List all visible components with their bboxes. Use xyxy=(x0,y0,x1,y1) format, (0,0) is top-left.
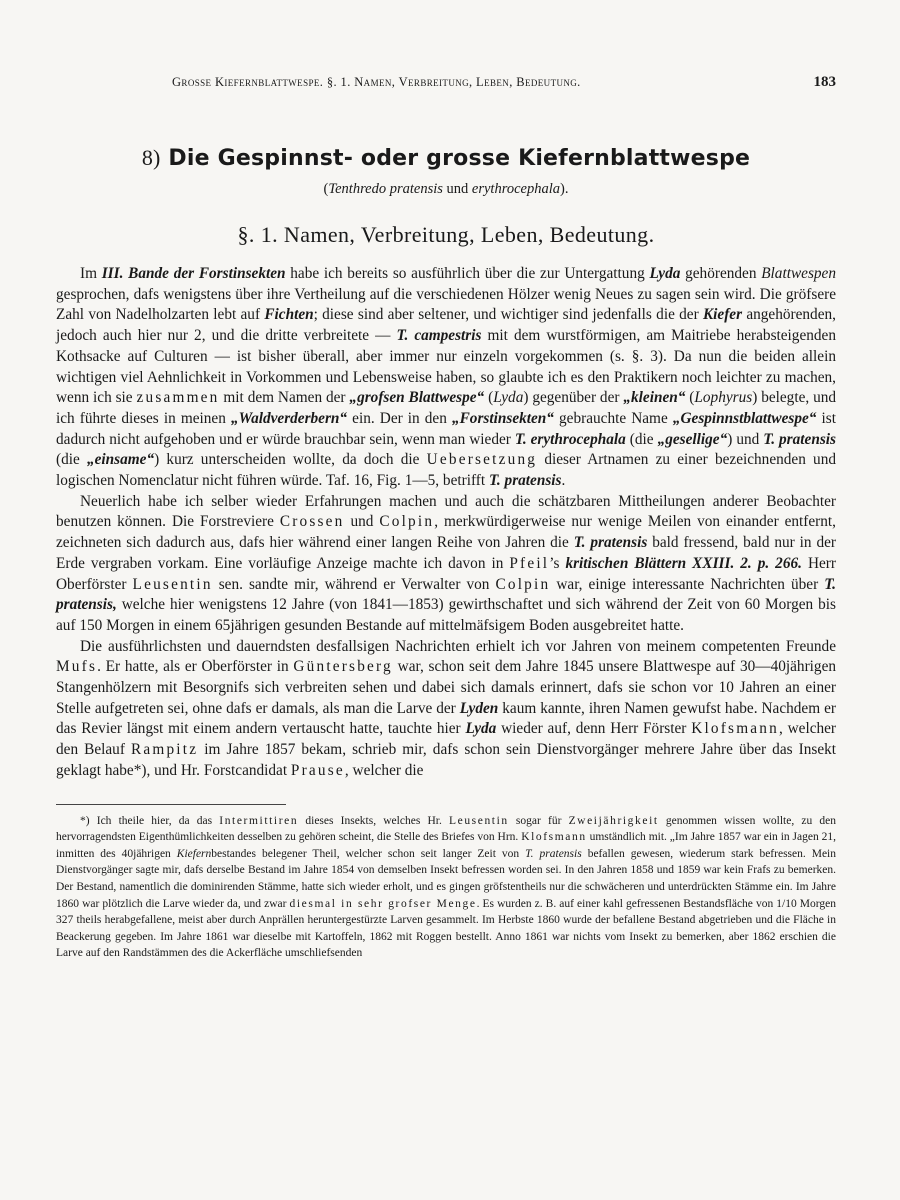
chapter-subtitle: (Tenthredo pratensis und erythrocephala). xyxy=(323,181,569,197)
taxon: Lyden xyxy=(459,699,499,717)
paragraph-1 xyxy=(56,264,836,492)
text-run: ) kurz unterscheiden wollte, da doch die xyxy=(154,451,427,469)
quoted-term: „grofsen Blattwespe“ xyxy=(349,389,485,407)
place-name: Colpin xyxy=(379,513,435,531)
place-name: Rampitz xyxy=(130,741,199,759)
text-run: . Es wurden z. B. auf einer kahl gefressenen Bestandsfläche von xyxy=(476,897,777,910)
main-text xyxy=(56,264,836,782)
taxon: Lyda xyxy=(649,265,681,282)
text-run: und xyxy=(344,513,380,531)
text-run: sogar für xyxy=(508,814,569,827)
book-page xyxy=(56,74,836,962)
text-run: ( xyxy=(484,389,494,407)
footnote xyxy=(56,813,836,962)
taxon: Kiefer xyxy=(702,306,743,324)
taxon: T. campestris xyxy=(396,327,482,345)
text-run: , welcher die xyxy=(344,761,424,779)
place-name: Colpin xyxy=(495,575,551,593)
spaced-phrase: diesmal in sehr grofser Menge xyxy=(289,897,477,910)
species-name-b: erythrocephala xyxy=(471,181,560,197)
species-name-a: Tenthredo pratensis xyxy=(328,181,443,197)
text-run: war, schon seit dem Jahre 1845 unsere Blattwespe auf 30—40jährigen Stangenhölzern mit Besorgnifs sich verbreiten sehen und dabei sich damals erinnert, dafs sie schon vor 10 Jahren an einer Stelle aufgetreten sei, ohne dafs er damals, als man die Larve der xyxy=(56,658,837,717)
text-run: wieder auf, denn Herr Förster xyxy=(496,720,692,738)
text-run: angehörenden, jedoch auch hier nur 2, und die dritte verbreitete — xyxy=(56,306,836,345)
text-run: ein. Der in den xyxy=(347,409,452,427)
text-run: Morgen 327 theils herabgefallene, meist aber durch Anprällen heruntergestürzte Larven gesammelt. Im Herbste 1860 wurde der befallene Bestand abgetrieben und die Fläche in Beackerung gegeben. Im Jahre 1861 war dieselbe mit Kartoffeln, 1862 mit Roggen bestellt. Anno 1861 war nichts vom Insekt zu bemerken, aber 1862 erschien die Larve auf den Randstämmen des die Ackerfläche umschliefsenden xyxy=(56,897,837,960)
text-run: ; diese sind aber seltener, und wichtiger sind jedenfalls die der xyxy=(313,306,703,324)
taxon: Lyda xyxy=(493,389,524,407)
text-run: ’s xyxy=(549,554,566,572)
paragraph-2 xyxy=(56,492,836,637)
quoted-term: „gesellige“ xyxy=(657,430,728,448)
footnote-text xyxy=(56,813,836,962)
quoted-term: „kleinen“ xyxy=(623,389,686,407)
person-name: Pfeil xyxy=(509,554,550,572)
place-name: Crossen xyxy=(279,513,345,531)
quoted-term: „Gespinnstblattwespe“ xyxy=(672,409,817,427)
taxon: T. pratensis, xyxy=(56,575,836,614)
person-name: Leusentin xyxy=(132,575,213,593)
text-run: habe ich bereits so ausführlich über die zur Untergattung xyxy=(285,265,650,282)
text-run: war, einige interessante Nachrichten über xyxy=(550,575,825,593)
person-name: Klofsmann xyxy=(691,720,779,738)
text-run: umständlich mit. „Im Jahre 1857 war ein in Jagen 21, inmitten des 40jährigen xyxy=(56,831,836,860)
spaced-word: Zweijährigkeit xyxy=(568,814,659,827)
paragraph-3 xyxy=(56,637,836,782)
taxon: Lyda xyxy=(465,720,497,738)
text-run: (die xyxy=(625,430,658,448)
text-run: ) belegte, und ich führte dieses in meinen xyxy=(56,389,837,427)
taxon: T. pratensis xyxy=(525,847,582,860)
text-run: welche hier wenigstens 12 Jahre (von 1841—1853) gewirthschaftet und sich während der Zeit von 60 Morgen bis auf 150 Morgen in einem 65jährigen gesunden Bestande auf mittelmäfsigem Boden ausgebreitet hatte. xyxy=(56,596,836,634)
text-run: mit dem Namen der xyxy=(219,389,350,407)
running-title: Grosse Kiefernblattwespe. §. 1. Namen, Verbreitung, Leben, Bedeutung. xyxy=(172,75,581,89)
subtitle-conjunction: und xyxy=(446,181,469,197)
taxon: T. pratensis xyxy=(573,534,648,552)
quoted-term: „Waldverderbern“ xyxy=(230,409,348,427)
taxon: Lophyrus xyxy=(694,389,753,407)
text-run: ) gegenüber der xyxy=(523,389,624,407)
taxon: T. pratensis xyxy=(488,472,562,490)
text-run: , welcher den Belauf xyxy=(56,720,837,759)
place-name: Güntersberg xyxy=(293,658,393,676)
text-run: dieses Insekts, welches Hr. xyxy=(298,814,449,827)
running-head xyxy=(172,74,836,91)
text-run: . Er hatte, als er Oberförster in xyxy=(97,658,294,676)
text-run: Neuerlich habe ich selber wieder Erfahrungen machen und auch die schätzbaren Mittheilungen anderer Beobachter benutzen können. Die Forstreviere xyxy=(56,492,836,531)
page-number: 183 xyxy=(813,74,836,90)
spaced-word: zusammen xyxy=(136,389,220,407)
text-run: . xyxy=(561,472,566,490)
footnote-divider xyxy=(56,804,286,805)
chapter-title-text: Die Gespinnst- oder grosse Kiefernblattwespe xyxy=(168,146,751,171)
spaced-word: Intermittiren xyxy=(219,814,299,827)
text-run: bald fressend, bald nur in der Erde vergraben vorkam. Eine vorläufige Anzeige machte ich davon in xyxy=(56,534,837,572)
chapter-title xyxy=(56,145,836,171)
text-run: bestandes belegener Theil, welcher schon seit langer Zeit von xyxy=(211,847,526,860)
chapter-number: 8) xyxy=(141,145,161,170)
text-run: dieser Artnamen zu einer bezeichnenden und logischen Nomenclatur nicht führen würde. Taf. 16, Fig. 1—5, betrifft xyxy=(56,451,836,490)
quoted-term: „Forstinsekten“ xyxy=(451,409,554,427)
text-run: gesprochen, dafs wenigstens über ihre Vertheilung auf die verschiedenen Hölzer wenig Neues zu sagen sein wird. Die gröfsere Zahl von Nadelholzarten lebt auf xyxy=(56,285,836,324)
text-run: ( xyxy=(685,389,695,407)
quoted-term: „einsame“ xyxy=(86,451,155,469)
person-name: Prause xyxy=(290,761,345,779)
text-run: genommen wissen wollte, zu den hervorragendsten Eigenthümlichkeiten desselben zu gehören scheint, die Stelle des Briefes von Hrn. xyxy=(56,814,836,844)
section-title: §. 1. Namen, Verbreitung, Leben, Bedeutung. xyxy=(237,222,655,247)
text-run: befallen gewesen, wiederum stark befressen. Mein Dienstvorgänger sagte mir, dafs derselbe Bestand im Jahre 1854 von demselben Insekt befressen worden sei. In den Jahren 1858 und 1859 war kein Frafs zu bemerken. Der Bestand, namentlich die dominirenden Stämme, hatte sich wieder erholt, und es gingen gröfstentheils nur die schwächeren und unterdrückten Stämme ein. Im Jahre 1860 war plötzlich die Larve wieder da, und zwar xyxy=(56,847,837,910)
text-run: *) Ich theile hier, da das xyxy=(80,814,220,827)
text-run: Die ausführlichsten und dauerndsten desfallsigen Nachrichten erhielt ich vor Jahren von meinem competenten Freunde xyxy=(80,637,836,655)
person-name: Mufs xyxy=(56,658,98,676)
reference: III. Bande der Forstinsekten xyxy=(101,265,286,282)
taxon: Fichten xyxy=(264,306,314,324)
text-run: im Jahre 1857 bekam, schrieb mir, dafs schon sein Dienstvorgänger mehrere Jahre über das Insekt geklagt habe*), und Hr. Forstcandidat xyxy=(56,741,837,779)
taxon: Blattwespen xyxy=(761,265,836,282)
text-run: (die xyxy=(56,451,87,469)
text-run: , merkwürdigerweise nur wenige Meilen von einander entfernt, zeichneten sich dadurch aus, dafs hier während einer langen Reihe von Jahren die xyxy=(56,513,836,552)
text-run: Herr Oberförster xyxy=(56,554,836,593)
text-run: gebrauchte Name xyxy=(553,409,673,427)
text-run: ist dadurch nicht aufgehoben und er würde brauchbar sein, wenn man wieder xyxy=(56,409,837,448)
person-name: Leusentin xyxy=(449,814,509,827)
spaced-word: Uebersetzung xyxy=(426,451,538,469)
taxon: T. pratensis xyxy=(763,430,836,448)
text-run: mit dem wurstförmigen, am Maitriebe herabsteigenden Kothsacke auf Culturen — ist bisher überall, aber immer nur einzeln vorgekommen (s. §. 3). Da nun die beiden allein wichtigen viel Aehnlichkeit in Vorkommen und Lebensweise haben, so glaubte ich es den Praktikern noch leichter zu machen, wenn ich sie xyxy=(56,327,836,407)
person-name: Klofsmann xyxy=(521,831,587,844)
reference: kritischen Blättern XXIII. 2. p. 266. xyxy=(565,554,802,572)
text-run: ) und xyxy=(727,430,764,448)
taxon: T. erythrocephala xyxy=(514,430,626,448)
text-run: sen. sandte mir, während er Verwalter von xyxy=(212,575,496,593)
text-run: Im xyxy=(80,265,102,282)
taxon: Kiefern xyxy=(176,847,212,860)
text-run: kaum kannte, ihren Namen gewufst habe. Nachdem er das Revier längst mit einem andern vertauscht hatte, tauchte hier xyxy=(56,699,836,738)
fraction: 1/10 xyxy=(776,897,797,910)
text-run: gehörenden xyxy=(680,265,762,282)
